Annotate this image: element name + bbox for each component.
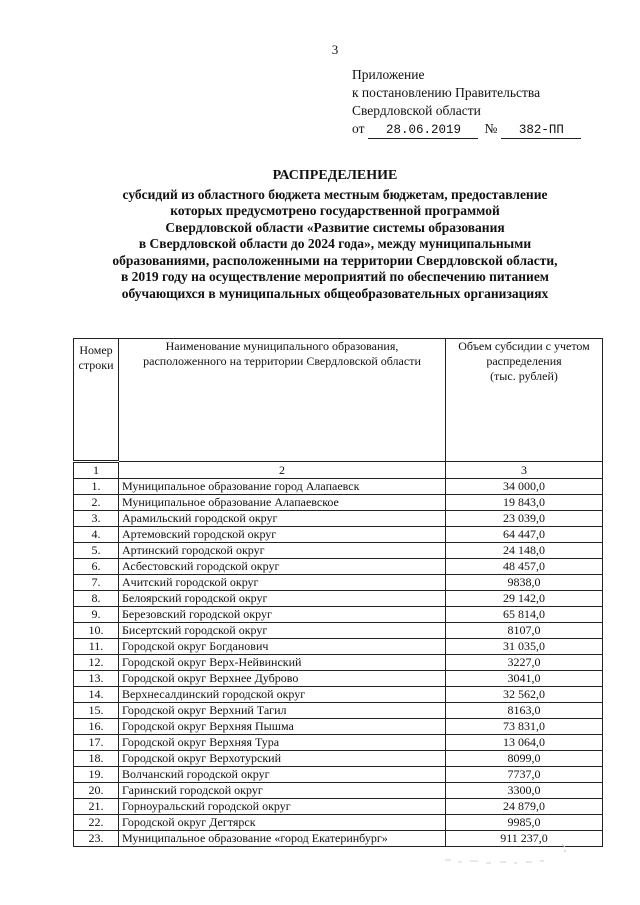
table-row [74, 527, 603, 543]
table-row [74, 543, 603, 559]
municipality-name: Городской округ Дегтярск [119, 815, 446, 831]
subsidy-amount: 8099,0 [446, 751, 603, 767]
header-row-number: Номер строки [74, 339, 119, 462]
municipality-name: Волчанский городской округ [119, 767, 446, 783]
subsidy-table [73, 338, 603, 847]
header-municipality-name: Наименование муниципального образования, расположенного на территории Свердловской области [119, 339, 446, 462]
subsidy-amount: 9985,0 [446, 815, 603, 831]
appendix-line-3: Свердловской области [352, 103, 481, 118]
table-row [74, 591, 603, 607]
table-row [74, 511, 603, 527]
subsidy-amount: 29 142,0 [446, 591, 603, 607]
subsidy-amount: 13 064,0 [446, 735, 603, 751]
subsidy-amount: 34 000,0 [446, 479, 603, 495]
municipality-name: Городской округ Верхотурский [119, 751, 446, 767]
municipality-name: Арамильский городской округ [119, 511, 446, 527]
table-row [74, 559, 603, 575]
table-row [74, 687, 603, 703]
row-number: 5. [74, 543, 119, 559]
municipality-name: Асбестовский городской округ [119, 559, 446, 575]
municipality-name: Городской округ Верхний Тагил [119, 703, 446, 719]
subsidy-amount: 32 562,0 [446, 687, 603, 703]
appendix-line-2: к постановлению Правительства [352, 85, 541, 100]
subsidy-amount: 8107,0 [446, 623, 603, 639]
municipality-name: Ачитский городской округ [119, 575, 446, 591]
municipality-name: Муниципальное образование город Алапаевск [119, 479, 446, 495]
subsidy-amount: 9838,0 [446, 575, 603, 591]
subsidy-amount: 64 447,0 [446, 527, 603, 543]
row-number: 4. [74, 527, 119, 543]
resolution-date: 28.06.2019 [368, 123, 478, 139]
column-index: 2 [119, 462, 446, 479]
municipality-name: Городской округ Верхнее Дуброво [119, 671, 446, 687]
table-row [74, 607, 603, 623]
row-number: 2. [74, 495, 119, 511]
number-label: № [484, 121, 498, 136]
title-line: образованиями, расположенными на территории Свердловской области, [112, 252, 558, 268]
faint-marks [440, 838, 570, 878]
row-number: 9. [74, 607, 119, 623]
header-subsidy-amount: Объем субсидии с учетом распределения (тыс. рублей) [446, 339, 603, 462]
row-number: 3. [74, 511, 119, 527]
row-number: 22. [74, 815, 119, 831]
row-number: 12. [74, 655, 119, 671]
title-line: которых предусмотрено государственной программой [170, 203, 500, 218]
document-title [70, 168, 600, 302]
row-number: 6. [74, 559, 119, 575]
appendix-date-line [352, 120, 581, 139]
title-line: в Свердловской области до 2024 года», между муниципальными [138, 236, 532, 251]
page-number: 3 [331, 42, 339, 57]
row-number: 10. [74, 623, 119, 639]
table-row [74, 623, 603, 639]
row-number: 19. [74, 767, 119, 783]
table-header-row [74, 339, 603, 462]
subsidy-amount: 3300,0 [446, 783, 603, 799]
municipality-name: Муниципальное образование Алапаевское [119, 495, 446, 511]
table-row [74, 655, 603, 671]
municipality-name: Белоярский городской округ [119, 591, 446, 607]
municipality-name: Артемовский городской округ [119, 527, 446, 543]
table-row [74, 671, 603, 687]
subsidy-amount: 31 035,0 [446, 639, 603, 655]
table-row [74, 815, 603, 831]
row-number: 13. [74, 671, 119, 687]
table-row [74, 495, 603, 511]
table-row [74, 719, 603, 735]
municipality-name: Городской округ Верхняя Тура [119, 735, 446, 751]
municipality-name: Березовский городской округ [119, 607, 446, 623]
row-number: 17. [74, 735, 119, 751]
subsidy-amount: 7737,0 [446, 767, 603, 783]
subsidy-amount: 911 237,0 [446, 831, 603, 847]
row-number: 1. [74, 479, 119, 495]
subsidy-amount: 24 879,0 [446, 799, 603, 815]
municipality-name: Гаринский городской округ [119, 783, 446, 799]
title-line: обучающихся в муниципальных общеобразовательных организациях [121, 285, 549, 301]
municipality-name: Верхнесалдинский городской округ [119, 687, 446, 703]
row-number: 21. [74, 799, 119, 815]
municipality-name: Бисертский городской округ [119, 623, 446, 639]
table-row [74, 799, 603, 815]
column-index: 3 [446, 462, 603, 479]
municipality-name: Городской округ Верхняя Пышма [119, 719, 446, 735]
table-row [74, 703, 603, 719]
row-number: 7. [74, 575, 119, 591]
municipality-name: Горноуральский городской округ [119, 799, 446, 815]
column-index-row [74, 462, 603, 479]
row-number: 18. [74, 751, 119, 767]
subsidy-amount: 24 148,0 [446, 543, 603, 559]
table-row [74, 751, 603, 767]
table-row [74, 767, 603, 783]
title-line: субсидий из областного бюджета местным бюджетам, предоставление [122, 186, 548, 202]
municipality-name: Городской округ Верх-Нейвинский [119, 655, 446, 671]
row-number: 16. [74, 719, 119, 735]
table-row [74, 575, 603, 591]
municipality-name: Городской округ Богданович [119, 639, 446, 655]
row-number: 8. [74, 591, 119, 607]
table-row [74, 479, 603, 495]
title-heading: РАСПРЕДЕЛЕНИЕ [272, 168, 398, 183]
appendix-line-1: Приложение [352, 67, 425, 82]
municipality-name: Артинский городской округ [119, 543, 446, 559]
table-body [74, 479, 603, 847]
table-row [74, 639, 603, 655]
subsidy-amount: 23 039,0 [446, 511, 603, 527]
appendix-block [352, 66, 581, 139]
subsidy-amount: 19 843,0 [446, 495, 603, 511]
title-line: Свердловской области «Развитие системы образования [165, 219, 505, 235]
column-index: 1 [74, 462, 119, 479]
table-row [74, 783, 603, 799]
subsidy-amount: 48 457,0 [446, 559, 603, 575]
subsidy-amount: 3041,0 [446, 671, 603, 687]
row-number: 14. [74, 687, 119, 703]
subsidy-amount: 3227,0 [446, 655, 603, 671]
row-number: 15. [74, 703, 119, 719]
subsidy-amount: 8163,0 [446, 703, 603, 719]
date-prefix: от [352, 121, 365, 136]
row-number: 23. [74, 831, 119, 847]
subsidy-amount: 65 814,0 [446, 607, 603, 623]
subsidy-amount: 73 831,0 [446, 719, 603, 735]
row-number: 11. [74, 639, 119, 655]
resolution-number: 382-ПП [501, 123, 581, 139]
table-row [74, 735, 603, 751]
municipality-name: Муниципальное образование «город Екатеринбург» [119, 831, 446, 847]
title-line: в 2019 году на осуществление мероприятий по обеспечению питанием [120, 269, 550, 284]
row-number: 20. [74, 783, 119, 799]
